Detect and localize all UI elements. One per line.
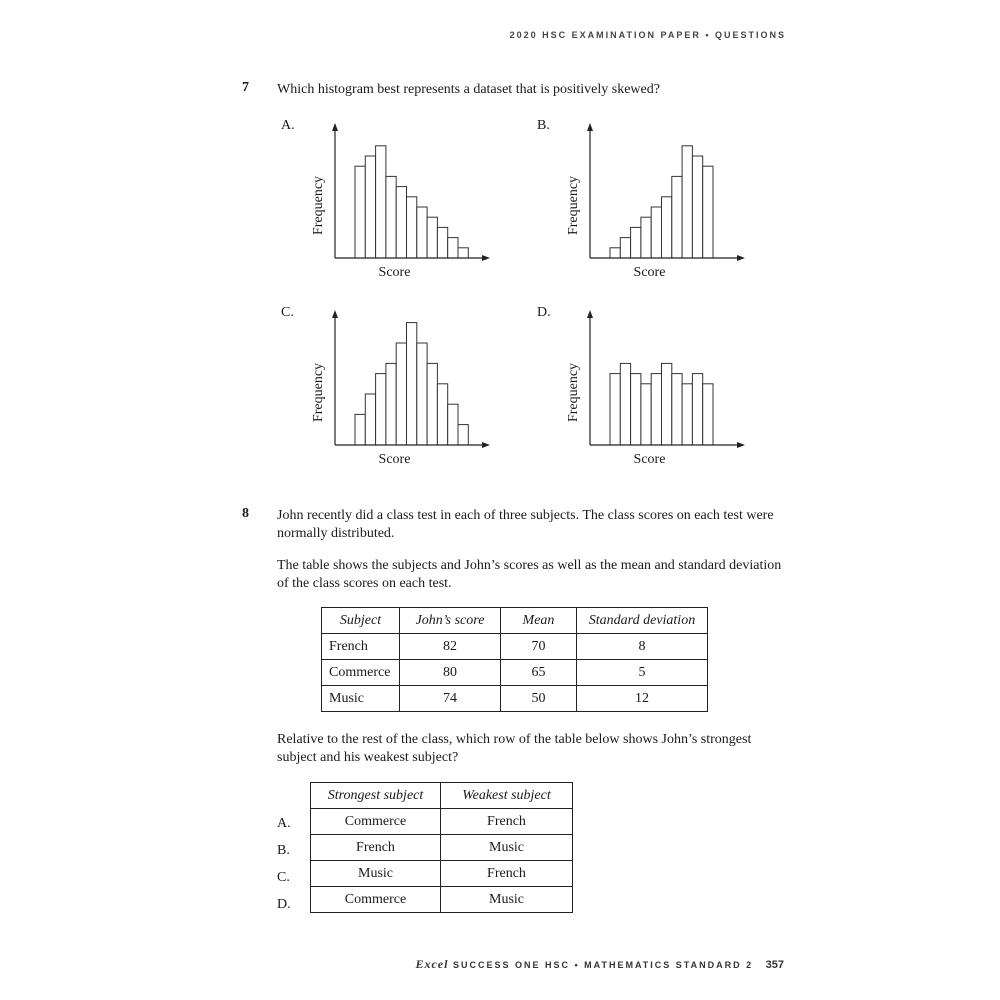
histogram-bar <box>376 146 386 258</box>
histogram-a <box>305 118 505 288</box>
option-a-label[interactable]: A. <box>277 816 291 831</box>
histogram-bar <box>427 363 437 445</box>
histogram-bar <box>355 166 365 258</box>
histogram-bar <box>386 176 396 258</box>
option-c-label[interactable]: C. <box>277 870 290 885</box>
johns-score-cell: 74 <box>400 686 501 712</box>
y-axis-label: Frequency <box>311 362 326 423</box>
weakest-cell: Music <box>441 835 573 861</box>
histogram-bar <box>703 384 713 445</box>
histogram-bar <box>641 217 651 258</box>
option-b-label[interactable]: B. <box>277 843 290 858</box>
weakest-cell: French <box>441 861 573 887</box>
histogram-bar <box>620 363 630 445</box>
histogram-b-label: B. <box>537 118 550 133</box>
histogram-c <box>305 305 505 475</box>
x-axis-label: Score <box>378 452 411 467</box>
y-axis-arrow-icon <box>332 310 338 318</box>
weakest-cell: Music <box>441 887 573 913</box>
header-johns-score: John’s score <box>400 608 501 634</box>
histogram-bar <box>631 227 641 258</box>
histogram-bar <box>631 374 641 445</box>
question-8-number: 8 <box>242 506 249 521</box>
histogram-bar <box>417 207 427 258</box>
histogram-bar <box>427 217 437 258</box>
histogram-d <box>560 305 760 475</box>
table-row[interactable] <box>311 809 573 835</box>
x-axis-arrow-icon <box>737 442 745 448</box>
x-axis-arrow-icon <box>482 442 490 448</box>
histogram-bar <box>407 197 417 258</box>
strongest-cell: Commerce <box>311 887 441 913</box>
histogram-bar <box>376 374 386 445</box>
histogram-bar <box>651 374 661 445</box>
histogram-bar <box>682 384 692 445</box>
subject-cell: Commerce <box>322 660 400 686</box>
y-axis-arrow-icon <box>332 123 338 131</box>
header-weakest-subject: Weakest subject <box>441 783 573 809</box>
subject-cell: Music <box>322 686 400 712</box>
table-row <box>322 660 708 686</box>
weakest-cell: French <box>441 809 573 835</box>
histogram-bar <box>407 323 417 445</box>
histogram-bar <box>365 156 375 258</box>
header-strongest-subject: Strongest subject <box>311 783 441 809</box>
histogram-bar <box>692 374 702 445</box>
question-7-number: 7 <box>242 80 249 95</box>
strongest-cell: Music <box>311 861 441 887</box>
table-row <box>322 686 708 712</box>
question-8-intro-line-1: John recently did a class test in each of three subjects. The class scores on each test were <box>277 508 774 523</box>
histogram-d-label: D. <box>537 305 551 320</box>
histogram-a-label: A. <box>281 118 295 133</box>
histogram-bar <box>662 197 672 258</box>
x-axis-label: Score <box>633 452 666 467</box>
y-axis-label: Frequency <box>566 362 581 423</box>
question-7-text: Which histogram best represents a dataset that is positively skewed? <box>277 82 660 97</box>
answer-options-table <box>310 782 573 913</box>
scores-table <box>321 607 708 712</box>
header-subject: Subject <box>322 608 400 634</box>
histogram-b <box>560 118 760 288</box>
std-dev-cell: 5 <box>577 660 708 686</box>
histogram-bar <box>703 166 713 258</box>
table-row[interactable] <box>311 835 573 861</box>
histogram-bar <box>620 238 630 258</box>
histogram-bar <box>355 414 365 445</box>
mean-cell: 70 <box>501 634 577 660</box>
std-dev-cell: 8 <box>577 634 708 660</box>
y-axis-label: Frequency <box>566 175 581 236</box>
y-axis-label: Frequency <box>311 175 326 236</box>
question-8-prompt-line-1: Relative to the rest of the class, which row of the table below shows John’s strongest <box>277 732 752 747</box>
x-axis-label: Score <box>633 265 666 280</box>
histogram-bar <box>448 238 458 258</box>
subject-cell: French <box>322 634 400 660</box>
header-standard-deviation: Standard deviation <box>577 608 708 634</box>
question-8-prompt-line-2: subject and his weakest subject? <box>277 750 459 765</box>
y-axis-arrow-icon <box>587 310 593 318</box>
histogram-bar <box>396 187 406 258</box>
histogram-bar <box>662 363 672 445</box>
histogram-bar <box>692 156 702 258</box>
histogram-bar <box>458 425 468 445</box>
page-number: 357 <box>765 959 784 971</box>
running-footer <box>415 957 784 972</box>
table-row[interactable] <box>311 887 573 913</box>
running-header: 2020 HSC EXAMINATION PAPER • QUESTIONS <box>509 30 786 40</box>
mean-cell: 50 <box>501 686 577 712</box>
histogram-bar <box>386 363 396 445</box>
table-row <box>322 634 708 660</box>
x-axis-label: Score <box>378 265 411 280</box>
question-8-intro-line-2: normally distributed. <box>277 526 395 541</box>
x-axis-arrow-icon <box>482 255 490 261</box>
std-dev-cell: 12 <box>577 686 708 712</box>
histogram-bar <box>672 176 682 258</box>
strongest-cell: French <box>311 835 441 861</box>
option-d-label[interactable]: D. <box>277 897 291 912</box>
histogram-bar <box>641 384 651 445</box>
histogram-bar <box>610 374 620 445</box>
x-axis-arrow-icon <box>737 255 745 261</box>
question-8-table-desc-line-1: The table shows the subjects and John’s scores as well as the mean and standard deviation <box>277 558 782 573</box>
histogram-c-label: C. <box>281 305 294 320</box>
table-row[interactable] <box>311 861 573 887</box>
footer-brand: Excel <box>415 957 449 971</box>
johns-score-cell: 82 <box>400 634 501 660</box>
histogram-bar <box>396 343 406 445</box>
histogram-bar <box>365 394 375 445</box>
strongest-cell: Commerce <box>311 809 441 835</box>
histogram-bar <box>448 404 458 445</box>
histogram-bar <box>417 343 427 445</box>
options-table-header-row <box>311 783 573 809</box>
histogram-bar <box>458 248 468 258</box>
histogram-bar <box>437 227 447 258</box>
histogram-bar <box>672 374 682 445</box>
footer-series: SUCCESS ONE HSC • MATHEMATICS STANDARD 2 <box>452 960 754 970</box>
histogram-bar <box>437 384 447 445</box>
y-axis-arrow-icon <box>587 123 593 131</box>
header-mean: Mean <box>501 608 577 634</box>
histogram-bar <box>682 146 692 258</box>
histogram-bar <box>610 248 620 258</box>
question-8-table-desc-line-2: of the class scores on each test. <box>277 576 452 591</box>
scores-table-header-row <box>322 608 708 634</box>
mean-cell: 65 <box>501 660 577 686</box>
johns-score-cell: 80 <box>400 660 501 686</box>
histogram-bar <box>651 207 661 258</box>
